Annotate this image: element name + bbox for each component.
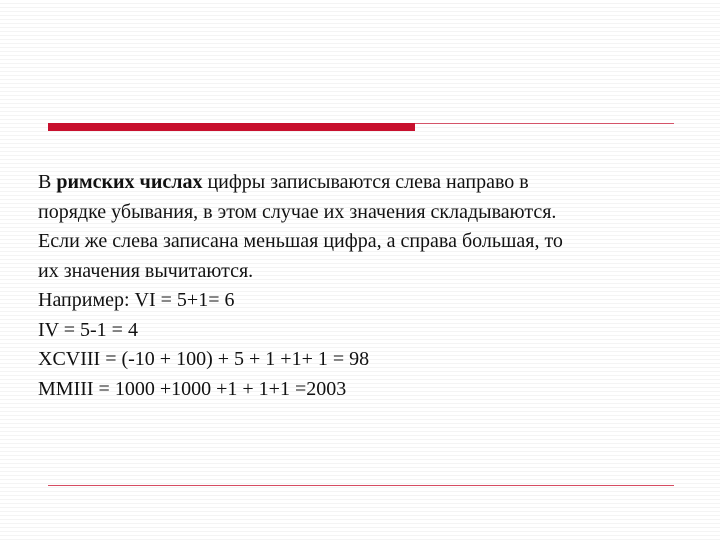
line1-suffix: цифры записываются слева направо в — [202, 171, 529, 193]
line1-prefix: В — [38, 171, 57, 193]
paragraph-line-4: их значения вычитаются. — [38, 259, 254, 282]
top-decorative-rule — [48, 123, 674, 131]
top-rule-thin-line — [415, 123, 674, 124]
bottom-decorative-rule — [48, 485, 674, 486]
example-line: IV = 5-1 = 4 — [38, 318, 138, 341]
paragraph-line-3: Если же слева записана меньшая цифра, а справа большая, то — [38, 230, 563, 252]
paragraph-line-2: порядке убывания, в этом случае их значения складываются. — [38, 200, 557, 223]
top-rule-thick-bar — [48, 123, 415, 131]
example-line: Например: VI = 5+1= 6 — [38, 289, 235, 311]
slide-body-text — [38, 168, 698, 404]
example-line: MMIII = 1000 +1000 +1 + 1+1 =2003 — [38, 377, 347, 400]
roman-numerals-term: римских числах — [56, 171, 203, 193]
example-line: XCVIII = (-10 + 100) + 5 + 1 +1+ 1 = 98 — [38, 348, 370, 370]
paragraph-line-1 — [38, 168, 698, 198]
